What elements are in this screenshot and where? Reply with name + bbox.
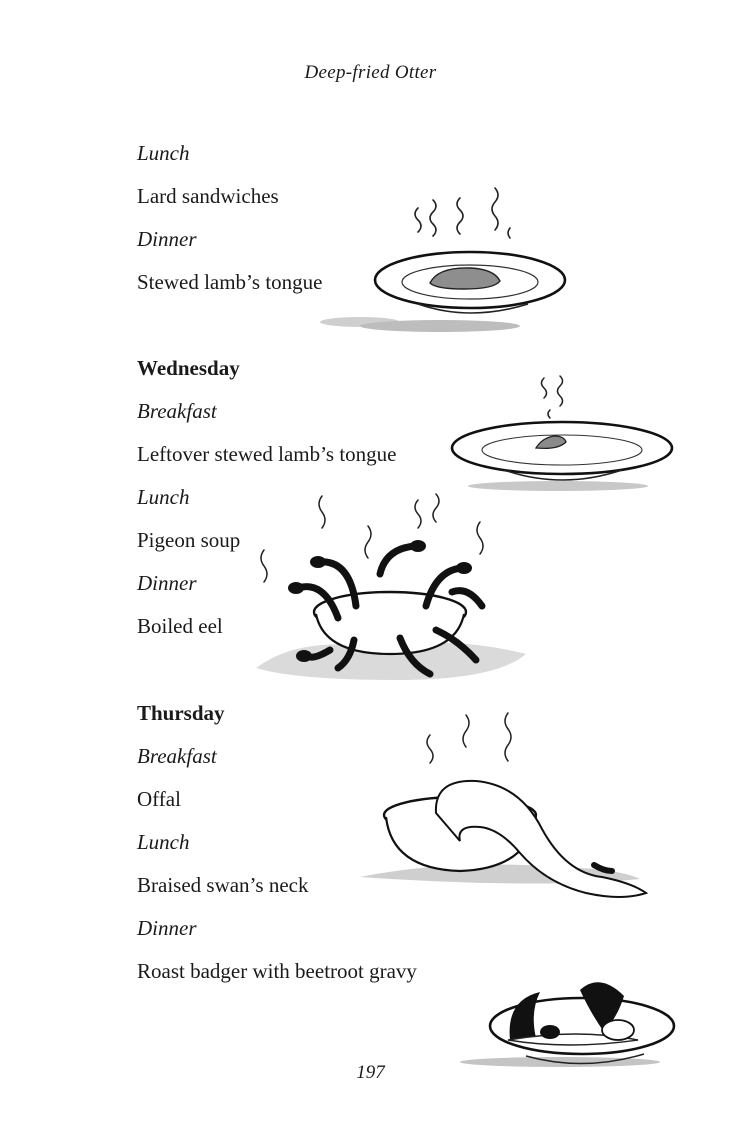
meal-label-dinner: Dinner — [137, 571, 197, 595]
dish-braised-swans-neck: Braised swan’s neck — [137, 873, 309, 897]
meal-label-lunch: Lunch — [137, 485, 190, 509]
meal-label-breakfast: Breakfast — [137, 399, 217, 423]
tongue-on-plate-icon — [448, 370, 678, 500]
dish-pigeon-soup: Pigeon soup — [137, 528, 241, 552]
dish-roast-badger: Roast badger with beetroot gravy — [137, 959, 417, 983]
meal-label-dinner: Dinner — [137, 227, 197, 251]
dish-boiled-eel: Boiled eel — [137, 614, 223, 638]
dish-lard-sandwiches: Lard sandwiches — [137, 184, 279, 208]
eel-bowl-icon — [250, 490, 540, 700]
meal-label-lunch: Lunch — [137, 141, 190, 165]
meal-label-breakfast: Breakfast — [137, 744, 217, 768]
steaming-stew-bowl-icon — [320, 180, 580, 340]
dish-leftover-stewed-lambs-tongue: Leftover stewed lamb’s tongue — [137, 442, 397, 466]
running-head: Deep-fried Otter — [304, 62, 437, 83]
meal-label-lunch: Lunch — [137, 830, 190, 854]
swan-neck-bowl-icon — [340, 705, 660, 895]
day-heading-wednesday: Wednesday — [137, 356, 240, 380]
meal-label-dinner: Dinner — [137, 916, 197, 940]
dish-offal: Offal — [137, 787, 181, 811]
page-number: 197 — [356, 1062, 385, 1083]
day-heading-thursday: Thursday — [137, 701, 225, 725]
dish-stewed-lambs-tongue: Stewed lamb’s tongue — [137, 270, 323, 294]
